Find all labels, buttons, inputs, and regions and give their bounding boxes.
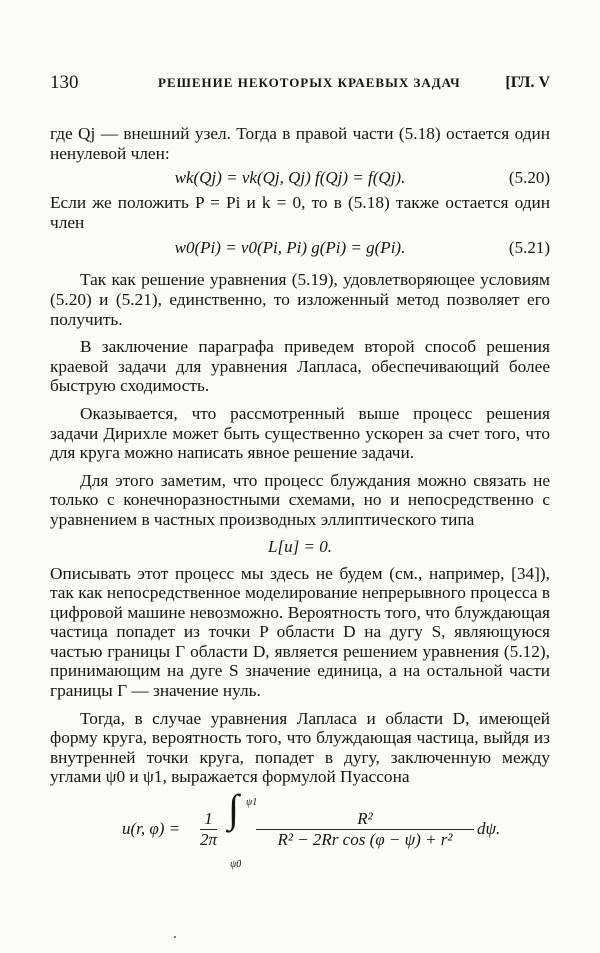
laplace-equation: L[u] = 0. xyxy=(268,536,332,556)
poisson-formula xyxy=(50,786,550,873)
equation-5-21 xyxy=(50,232,550,262)
lower-limit: ψ0 xyxy=(230,859,242,871)
running-header xyxy=(50,72,550,102)
differential: dψ. xyxy=(477,819,501,839)
paragraph-8: Тогда, в случае уравнения Лапласа и области D, имеющей форму круга, вероятность того, что блуждающая частица, выйдя из внутренней точки круга, попадет в дугу, заключенную между углами ψ0 и ψ1, выражается формулой Пуассона xyxy=(50,708,550,787)
coefficient-numerator: 1 xyxy=(200,809,217,830)
coefficient-denominator: 2π xyxy=(200,829,218,849)
print-speck xyxy=(174,936,176,938)
formula-lhs: u(r, φ) = xyxy=(122,819,181,839)
paragraph-6: Для этого заметим, что процесс блуждания можно связать не только с конечноразностными схемами, но и непосредственно с уравнением в частных производных эллиптического типа xyxy=(50,470,550,529)
coefficient-fraction xyxy=(200,809,217,849)
equation-5-20 xyxy=(50,163,550,193)
paragraph-3: Так как решение уравнения (5.19), удовлетворяющее условиям (5.20) и (5.21), единственно, то изложенный метод позволяет его получить. xyxy=(50,270,550,329)
equation-body: w0(Pi) = v0(Pi, Pi) g(Pi) = g(Pi). xyxy=(174,237,406,257)
body-text xyxy=(50,124,550,873)
upper-limit: ψ1 xyxy=(246,797,258,809)
kernel-fraction xyxy=(256,809,474,849)
book-page xyxy=(50,72,550,873)
paragraph-7: Описывать этот процесс мы здесь не будем (см., например, [34]), так как непосредственное моделирование непрерывного процесса в цифровой машине невозможно. Вероятность того, что блуждающая частица попадет из точки P области D на дугу S, являющуюся частью границы Γ области D, является решением уравнения (5.12), принимающим на дуге S значение единица, а на остальной части границы Γ — значение нуль. xyxy=(50,563,550,701)
header-title: РЕШЕНИЕ НЕКОТОРЫХ КРАЕВЫХ ЗАДАЧ xyxy=(158,75,461,90)
paragraph-1: где Qj — внешний узел. Тогда в правой части (5.18) остается один ненулевой член: xyxy=(50,124,550,163)
kernel-denominator: R² − 2Rr cos (φ − ψ) + r² xyxy=(277,829,453,849)
equation-body: wk(Qj) = vk(Qj, Qj) f(Qj) = f(Qj). xyxy=(174,168,406,188)
equation-number: (5.21) xyxy=(508,237,550,257)
page-number: 130 xyxy=(50,72,79,93)
integral-sign: ∫ xyxy=(228,786,239,832)
kernel-numerator: R² xyxy=(256,809,474,830)
equation-number: (5.20) xyxy=(508,168,550,188)
paragraph-4: В заключение параграфа приведем второй способ решения краевой задачи для уравнения Лапласа, обеспечивающий более быструю сходимость. xyxy=(50,337,550,396)
chapter-label: [ГЛ. V xyxy=(505,74,550,91)
paragraph-2: Если же положить P = Pi и k = 0, то в (5.18) также остается один член xyxy=(50,193,550,232)
paragraph-5: Оказывается, что рассмотренный выше процесс решения задачи Дирихле может быть существенно ускорен за счет того, что для круга можно написать явное решение задачи. xyxy=(50,403,550,463)
